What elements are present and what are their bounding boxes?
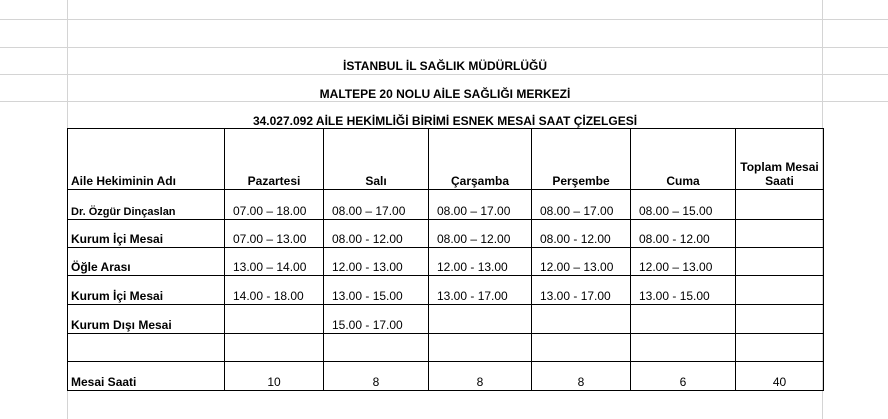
time-range-cell[interactable] — [429, 334, 532, 362]
total-cell[interactable] — [736, 334, 824, 362]
time-range-cell[interactable] — [631, 305, 736, 334]
table-row — [68, 362, 824, 391]
total-cell[interactable] — [736, 248, 824, 276]
time-range-cell[interactable]: 12.00 – 13.00 — [631, 248, 736, 276]
row-label[interactable]: Öğle Arası — [68, 248, 225, 276]
time-range-cell[interactable]: 13.00 - 15.00 — [631, 276, 736, 305]
time-range-cell[interactable]: 08.00 – 17.00 — [532, 190, 631, 220]
grid-line — [0, 19, 888, 20]
time-range-cell[interactable]: 08.00 – 17.00 — [324, 190, 429, 220]
total-cell[interactable] — [736, 190, 824, 220]
time-range-cell[interactable]: 13.00 - 15.00 — [324, 276, 429, 305]
row-label[interactable]: Mesai Saati — [68, 362, 225, 391]
header-day[interactable]: Salı — [324, 129, 429, 190]
table-row — [68, 276, 824, 305]
time-range-cell[interactable]: 12.00 - 13.00 — [324, 248, 429, 276]
table-row — [68, 190, 824, 220]
header-total[interactable]: Toplam Mesai Saati — [736, 129, 824, 190]
grid-line — [0, 101, 888, 102]
total-cell[interactable]: 40 — [736, 362, 824, 391]
time-range-cell[interactable]: 15.00 - 17.00 — [324, 305, 429, 334]
header-day[interactable]: Çarşamba — [429, 129, 532, 190]
row-label[interactable]: Kurum İçi Mesai — [68, 276, 225, 305]
row-label[interactable] — [68, 334, 225, 362]
total-cell[interactable] — [736, 305, 824, 334]
time-range-cell[interactable]: 08.00 – 17.00 — [429, 190, 532, 220]
time-range-cell[interactable] — [532, 305, 631, 334]
time-range-cell[interactable]: 12.00 - 13.00 — [429, 248, 532, 276]
header-name[interactable]: Aile Hekiminin Adı — [68, 129, 225, 190]
total-cell[interactable] — [736, 220, 824, 248]
time-range-cell[interactable] — [631, 334, 736, 362]
day-hours-cell[interactable]: 6 — [631, 362, 736, 391]
time-range-cell[interactable] — [532, 334, 631, 362]
time-range-cell[interactable]: 08.00 – 12.00 — [429, 220, 532, 248]
title-line-3: 34.027.092 AİLE HEKİMLİĞİ BİRİMİ ESNEK MESAİ SAAT ÇİZELGESİ — [252, 114, 638, 128]
grid-line — [0, 47, 888, 48]
table-row — [68, 220, 824, 248]
time-range-cell[interactable]: 08.00 - 12.00 — [324, 220, 429, 248]
time-range-cell[interactable]: 13.00 - 17.00 — [532, 276, 631, 305]
table-row — [68, 248, 824, 276]
time-range-cell[interactable]: 08.00 - 12.00 — [532, 220, 631, 248]
header-day[interactable]: Perşembe — [532, 129, 631, 190]
time-range-cell[interactable]: 13.00 - 17.00 — [429, 276, 532, 305]
time-range-cell[interactable] — [225, 334, 324, 362]
title-line-1: İSTANBUL İL SAĞLIK MÜDÜRLÜĞÜ — [343, 59, 547, 73]
header-row — [68, 129, 824, 190]
time-range-cell[interactable]: 08.00 - 12.00 — [631, 220, 736, 248]
day-hours-cell[interactable]: 8 — [324, 362, 429, 391]
table-row — [68, 305, 824, 334]
time-range-cell[interactable]: 07.00 – 18.00 — [225, 190, 324, 220]
table-row — [68, 334, 824, 362]
time-range-cell[interactable] — [324, 334, 429, 362]
time-range-cell[interactable] — [429, 305, 532, 334]
row-label[interactable]: Dr. Özgür Dinçaslan — [68, 190, 225, 220]
day-hours-cell[interactable]: 8 — [532, 362, 631, 391]
grid-line — [0, 74, 888, 75]
day-hours-cell[interactable]: 10 — [225, 362, 324, 391]
row-label[interactable]: Kurum İçi Mesai — [68, 220, 225, 248]
time-range-cell[interactable]: 12.00 – 13.00 — [532, 248, 631, 276]
schedule-table — [67, 128, 824, 391]
time-range-cell[interactable]: 07.00 – 13.00 — [225, 220, 324, 248]
time-range-cell[interactable]: 08.00 – 15.00 — [631, 190, 736, 220]
day-hours-cell[interactable]: 8 — [429, 362, 532, 391]
time-range-cell[interactable] — [225, 305, 324, 334]
header-day[interactable]: Pazartesi — [225, 129, 324, 190]
total-cell[interactable] — [736, 276, 824, 305]
time-range-cell[interactable]: 13.00 – 14.00 — [225, 248, 324, 276]
time-range-cell[interactable]: 14.00 - 18.00 — [225, 276, 324, 305]
title-line-2: MALTEPE 20 NOLU AİLE SAĞLIĞI MERKEZİ — [319, 87, 571, 101]
row-label[interactable]: Kurum Dışı Mesai — [68, 305, 225, 334]
header-day[interactable]: Cuma — [631, 129, 736, 190]
